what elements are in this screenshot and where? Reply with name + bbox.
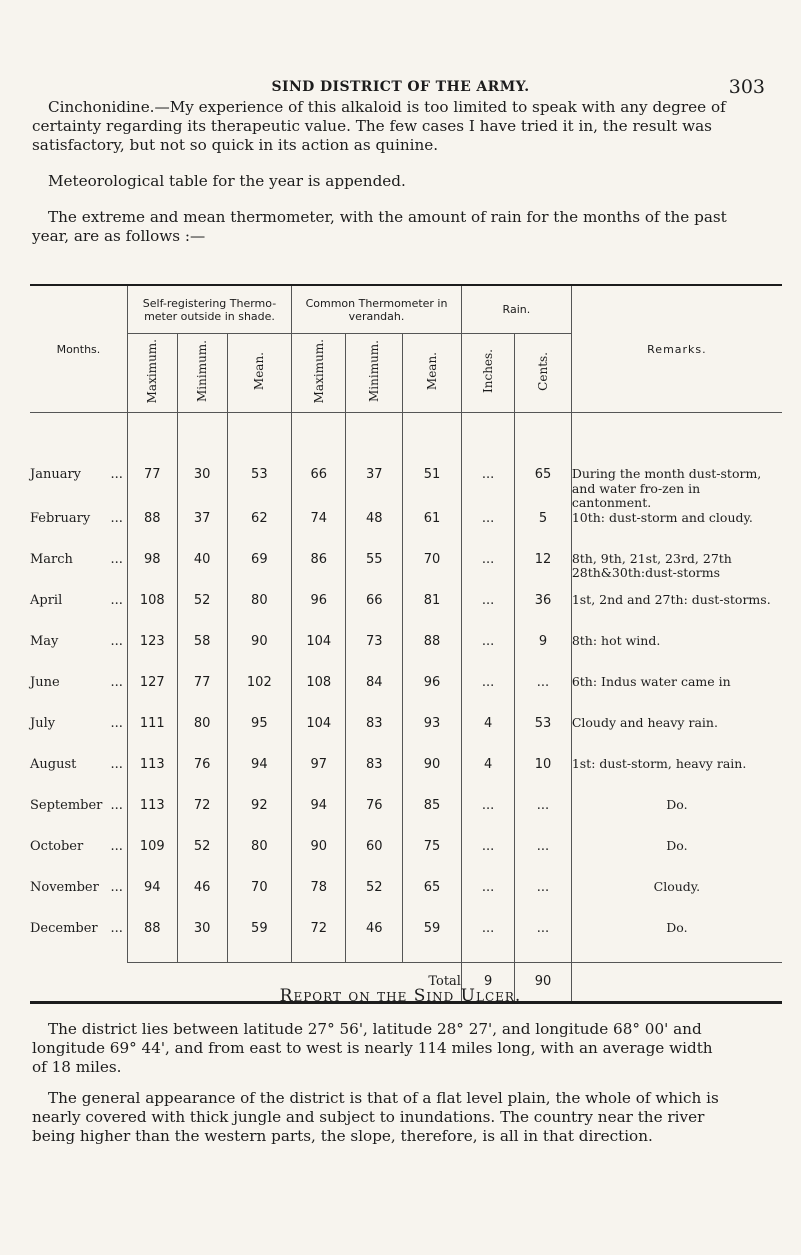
remarks-cell: 1st, 2nd and 27th: dust-storms. — [571, 593, 782, 634]
remarks-cell: During the month dust-storm, and water fro-zen in cantonment. — [571, 467, 782, 511]
remarks-cell: Cloudy. — [571, 880, 782, 921]
leader-dots: ... — [110, 633, 123, 649]
remarks-cell: 6th: Indus water came in — [571, 675, 782, 716]
common-minimum-cell: 84 — [346, 675, 403, 716]
maximum-header: Maximum. — [311, 338, 326, 404]
sr-mean-cell: 80 — [227, 839, 292, 880]
rain-cents-cell: ... — [515, 839, 572, 880]
leader-dots: ... — [110, 715, 123, 731]
sr-mean-cell: 69 — [227, 552, 292, 593]
month-label: April — [30, 592, 63, 608]
common-minimum-cell: 73 — [346, 634, 403, 675]
sr-maximum-cell: 108 — [127, 593, 177, 634]
sr-minimum-cell: 72 — [177, 798, 227, 839]
table-row — [30, 634, 782, 675]
rain-cents-cell: 5 — [515, 511, 572, 552]
common-mean-cell: 81 — [403, 593, 462, 634]
common-minimum-cell: 60 — [346, 839, 403, 880]
sr-maximum-cell: 109 — [127, 839, 177, 880]
leader-dots: ... — [110, 838, 123, 854]
common-minimum-cell: 48 — [346, 511, 403, 552]
sr-minimum-cell: 76 — [177, 757, 227, 798]
remarks-cell: 8th, 9th, 21st, 23rd, 27th 28th&30th:dust-storms — [571, 552, 782, 593]
common-minimum-cell: 46 — [346, 921, 403, 963]
rain-header: Rain. — [461, 285, 571, 334]
self-registering-header: Self-registering Thermo-meter outside in shade. — [127, 285, 291, 334]
rain-cents-cell: 12 — [515, 552, 572, 593]
common-minimum-cell: 55 — [346, 552, 403, 593]
common-minimum-cell: 76 — [346, 798, 403, 839]
common-maximum-cell: 72 — [292, 921, 346, 963]
sr-maximum-cell: 94 — [127, 880, 177, 921]
page-number: 303 — [728, 76, 765, 98]
total-cents: 90 — [515, 962, 572, 1002]
month-label: December — [30, 920, 98, 936]
month-label: July — [30, 715, 56, 731]
sr-minimum-cell: 30 — [177, 921, 227, 963]
common-mean-cell: 90 — [403, 757, 462, 798]
leader-dots: ... — [110, 510, 123, 526]
common-mean-cell: 85 — [403, 798, 462, 839]
month-cell — [30, 880, 127, 921]
remarks-header: Remarks. — [571, 285, 782, 413]
sr-minimum-cell: 77 — [177, 675, 227, 716]
remarks-cell: 1st: dust-storm, heavy rain. — [571, 757, 782, 798]
table-row — [30, 798, 782, 839]
rain-inches-cell: ... — [461, 880, 514, 921]
table-row — [30, 839, 782, 880]
sr-minimum-cell: 52 — [177, 839, 227, 880]
common-mean-cell: 75 — [403, 839, 462, 880]
common-mean-cell: 65 — [403, 880, 462, 921]
sr-minimum-cell: 30 — [177, 467, 227, 511]
sr-maximum-cell: 111 — [127, 716, 177, 757]
sr-minimum-cell: 37 — [177, 511, 227, 552]
month-label: February — [30, 510, 91, 526]
table-row — [30, 921, 782, 963]
common-maximum-cell: 94 — [292, 798, 346, 839]
table-row — [30, 716, 782, 757]
common-maximum-cell: 66 — [292, 467, 346, 511]
paragraph-line: of 18 miles. — [32, 1058, 122, 1076]
sr-mean-cell: 70 — [227, 880, 292, 921]
common-minimum-cell: 52 — [346, 880, 403, 921]
common-mean-cell: 88 — [403, 634, 462, 675]
common-maximum-cell: 97 — [292, 757, 346, 798]
paragraph-line: Cinchonidine.—My experience of this alkaloid is too limited to speak with any degree of — [48, 98, 726, 116]
common-minimum-cell: 37 — [346, 467, 403, 511]
rain-inches-cell: ... — [461, 798, 514, 839]
common-maximum-cell: 104 — [292, 634, 346, 675]
mean-header: Mean. — [425, 351, 440, 391]
mean-header: Mean. — [252, 351, 267, 391]
total-inches: 9 — [461, 962, 514, 1002]
common-maximum-cell: 108 — [292, 675, 346, 716]
remarks-cell: Cloudy and heavy rain. — [571, 716, 782, 757]
sr-mean-cell: 59 — [227, 921, 292, 963]
remarks-cell: 8th: hot wind. — [571, 634, 782, 675]
minimum-header: Minimum. — [367, 340, 382, 402]
month-cell — [30, 467, 127, 511]
ulcer-paragraph-2 — [32, 1089, 768, 1146]
month-cell — [30, 921, 127, 963]
month-cell — [30, 798, 127, 839]
months-header: Months. — [30, 285, 127, 413]
leader-dots: ... — [110, 592, 123, 608]
month-cell — [30, 593, 127, 634]
common-thermometer-header: Common Thermometer in verandah. — [292, 285, 462, 334]
sr-minimum-cell: 46 — [177, 880, 227, 921]
rain-cents-cell: 10 — [515, 757, 572, 798]
remarks-cell: Do. — [571, 798, 782, 839]
thermometer-intro — [32, 208, 768, 246]
table-row — [30, 552, 782, 593]
cinchonidine-paragraph — [32, 98, 768, 155]
paragraph-line: nearly covered with thick jungle and subject to inundations. The country near the river — [32, 1108, 705, 1126]
sr-mean-cell: 102 — [227, 675, 292, 716]
rain-inches-cell: ... — [461, 511, 514, 552]
rain-inches-cell: ... — [461, 552, 514, 593]
rain-inches-cell: ... — [461, 839, 514, 880]
rain-inches-cell: ... — [461, 921, 514, 963]
month-label: January — [30, 467, 82, 482]
sr-maximum-cell: 77 — [127, 467, 177, 511]
sr-maximum-cell: 113 — [127, 757, 177, 798]
common-mean-cell: 70 — [403, 552, 462, 593]
month-cell — [30, 511, 127, 552]
month-cell — [30, 675, 127, 716]
common-maximum-cell: 74 — [292, 511, 346, 552]
rain-inches-cell: ... — [461, 467, 514, 511]
rain-cents-cell: ... — [515, 880, 572, 921]
month-label: November — [30, 879, 99, 895]
total-label: Total — [127, 962, 461, 1002]
common-maximum-cell: 104 — [292, 716, 346, 757]
table-row — [30, 511, 782, 552]
month-label: June — [30, 674, 60, 690]
common-mean-cell: 61 — [403, 511, 462, 552]
month-cell — [30, 552, 127, 593]
paragraph-line: being higher than the western parts, the slope, therefore, is all in that direction. — [32, 1127, 653, 1145]
rain-cents-cell: 36 — [515, 593, 572, 634]
sr-maximum-cell: 88 — [127, 921, 177, 963]
rain-cents-cell: 53 — [515, 716, 572, 757]
sr-minimum-cell: 52 — [177, 593, 227, 634]
rain-inches-cell: ... — [461, 634, 514, 675]
sr-mean-cell: 53 — [227, 467, 292, 511]
common-minimum-cell: 83 — [346, 757, 403, 798]
paragraph-line: The district lies between latitude 27° 56', latitude 28° 27', and longitude 68° 00' and — [48, 1020, 702, 1038]
paragraph-line: The extreme and mean thermometer, with the amount of rain for the months of the past — [48, 208, 727, 226]
sr-mean-cell: 94 — [227, 757, 292, 798]
sr-mean-cell: 90 — [227, 634, 292, 675]
table-row — [30, 757, 782, 798]
sr-maximum-cell: 88 — [127, 511, 177, 552]
remarks-cell: Do. — [571, 921, 782, 963]
rain-inches-cell: 4 — [461, 757, 514, 798]
ulcer-paragraph-1 — [32, 1020, 768, 1077]
common-mean-cell: 51 — [403, 467, 462, 511]
leader-dots: ... — [110, 879, 123, 895]
month-cell — [30, 839, 127, 880]
rain-inches-cell: ... — [461, 593, 514, 634]
sr-mean-cell: 92 — [227, 798, 292, 839]
common-maximum-cell: 86 — [292, 552, 346, 593]
sr-minimum-cell: 80 — [177, 716, 227, 757]
ulcer-report-title: Report on the Sind Ulcer. — [279, 986, 522, 1006]
appended-note: Meteorological table for the year is appended. — [48, 172, 406, 190]
rain-inches-cell: ... — [461, 675, 514, 716]
month-label: August — [30, 756, 77, 772]
paragraph-line: longitude 69° 44', and from east to west is nearly 114 miles long, with an average width — [32, 1039, 713, 1057]
table-row — [30, 467, 782, 511]
paragraph-line: The general appearance of the district is that of a flat level plain, the whole of which is — [48, 1089, 719, 1107]
table-row — [30, 880, 782, 921]
month-label: March — [30, 551, 73, 567]
remarks-cell: Do. — [571, 839, 782, 880]
inches-header: Inches. — [481, 349, 496, 393]
table-row — [30, 675, 782, 716]
cents-header: Cents. — [536, 351, 550, 391]
maximum-header: Maximum. — [145, 338, 160, 404]
sr-mean-cell: 62 — [227, 511, 292, 552]
remarks-cell: 10th: dust-storm and cloudy. — [571, 511, 782, 552]
sr-minimum-cell: 40 — [177, 552, 227, 593]
sr-maximum-cell: 127 — [127, 675, 177, 716]
rain-cents-cell: 9 — [515, 634, 572, 675]
sr-mean-cell: 95 — [227, 716, 292, 757]
sr-minimum-cell: 58 — [177, 634, 227, 675]
month-label: May — [30, 633, 59, 649]
common-mean-cell: 96 — [403, 675, 462, 716]
sr-mean-cell: 80 — [227, 593, 292, 634]
month-cell — [30, 716, 127, 757]
paragraph-line: certainty regarding its therapeutic value. The few cases I have tried it in, the result was — [32, 117, 712, 135]
common-minimum-cell: 66 — [346, 593, 403, 634]
month-label: September — [30, 797, 103, 813]
leader-dots: ... — [110, 674, 123, 690]
paragraph-line: year, are as follows :— — [32, 227, 206, 245]
common-mean-cell: 59 — [403, 921, 462, 963]
minimum-header: Minimum. — [195, 340, 210, 402]
common-maximum-cell: 90 — [292, 839, 346, 880]
leader-dots: ... — [110, 920, 123, 936]
running-title: SIND DISTRICT OF THE ARMY. — [271, 79, 530, 95]
sr-maximum-cell: 123 — [127, 634, 177, 675]
rain-cents-cell: ... — [515, 798, 572, 839]
sr-maximum-cell: 113 — [127, 798, 177, 839]
common-mean-cell: 93 — [403, 716, 462, 757]
leader-dots: ... — [110, 797, 123, 813]
leader-dots: ... — [110, 551, 123, 567]
rain-cents-cell: 65 — [515, 467, 572, 511]
leader-dots: ... — [110, 467, 123, 482]
rain-cents-cell: ... — [515, 921, 572, 963]
table-row — [30, 593, 782, 634]
rain-inches-cell: 4 — [461, 716, 514, 757]
month-cell — [30, 757, 127, 798]
paragraph-line: satisfactory, but not so quick in its action as quinine. — [32, 136, 439, 154]
month-cell — [30, 634, 127, 675]
meteorological-table — [30, 284, 782, 1004]
sr-maximum-cell: 98 — [127, 552, 177, 593]
month-label: October — [30, 838, 84, 854]
common-maximum-cell: 78 — [292, 880, 346, 921]
common-maximum-cell: 96 — [292, 593, 346, 634]
leader-dots: ... — [110, 756, 123, 772]
rain-cents-cell: ... — [515, 675, 572, 716]
common-minimum-cell: 83 — [346, 716, 403, 757]
